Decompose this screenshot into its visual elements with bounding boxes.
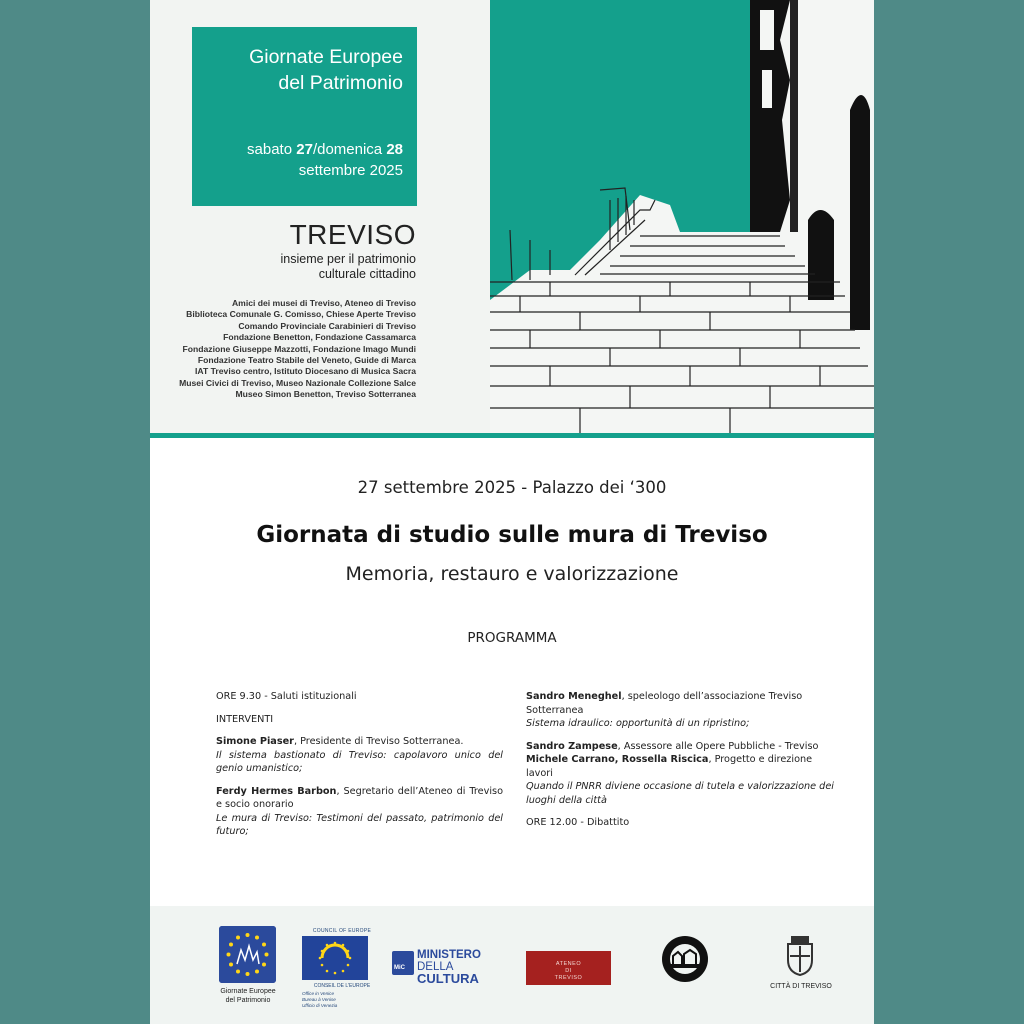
- program-speaker: Sandro Meneghel, speleologo dell’associazione Treviso Sotterranea Sistema idraulico: opportunità di un ripristino;: [526, 691, 803, 729]
- mic-logo-icon: MiC: [392, 951, 414, 975]
- partner-line: IAT Treviso centro, Istituto Diocesano di Musica Sacra: [195, 366, 416, 377]
- footer-logos: [150, 906, 874, 1024]
- partner-line: Musei Civici di Treviso, Museo Nazionale Collezione Salce: [179, 377, 416, 388]
- partner-line: Fondazione Benetton, Fondazione Cassamarca: [223, 332, 416, 343]
- partner-line: Comando Provinciale Carabinieri di Treviso: [238, 320, 416, 331]
- council-of-europe-logo-icon: [302, 936, 368, 980]
- citta-di-treviso-crest-icon: [780, 934, 820, 976]
- event-title-box: [192, 27, 417, 206]
- program-column-left: [216, 690, 503, 848]
- coe-name-fr: CONSEIL DE L'EUROPE: [313, 983, 371, 989]
- partner-line: Biblioteca Comunale G. Comisso, Chiese Aperte Treviso: [186, 309, 416, 320]
- program-closing: ORE 12.00 - Dibattito: [526, 817, 630, 828]
- program-interventi-label: INTERVENTI: [216, 713, 274, 725]
- partner-line: Museo Simon Benetton, Treviso Sotterranea: [235, 389, 416, 400]
- program-speaker: Sandro Zampese, Assessore alle Opere Pubbliche - Treviso Michele Carrano, Rossella Riscica, Progetto e direzione lavori Quando il PNRR diviene occasione di tutela e valorizzazione dei luoghi della città: [526, 740, 834, 806]
- partner-line: Amici dei musei di Treviso, Ateneo di Treviso: [231, 298, 416, 308]
- event-title: Giornata di studio sulle mura di Treviso: [256, 522, 768, 548]
- event-dates: sabato 27/domenica 28 settembre 2025: [247, 141, 403, 179]
- program-speaker: Simone Piaser, Presidente di Treviso Sotterranea. Il sistema bastionato di Treviso: capolavoro unico del genio umanistico;: [216, 736, 503, 774]
- coe-office: Office in Venice Bureau à Venise Ufficio di Venezia: [302, 991, 338, 1009]
- event-subtitle: Memoria, restauro e valorizzazione: [345, 563, 679, 585]
- program-heading: PROGRAMMA: [467, 630, 557, 646]
- event-date-place: 27 settembre 2025 - Palazzo dei ‘300: [357, 478, 667, 497]
- event-name: Giornate Europee del Patrimonio: [249, 46, 403, 94]
- partners-list: [179, 298, 416, 401]
- poster-banner: [150, 0, 874, 435]
- citta-di-treviso-caption: CITTÀ DI TREVISO: [770, 983, 832, 990]
- staircase-illustration: [490, 0, 874, 435]
- program-speaker: Ferdy Hermes Barbon, Segretario dell’Ateneo di Treviso e socio onorario Le mura di Treviso: Testimoni del passato, patrimonio del futuro;: [216, 785, 504, 837]
- eu-flag-icon: [219, 926, 276, 983]
- ateneo-treviso-logo: ATENEO DI TREVISO: [526, 951, 611, 985]
- coe-name-en: COUNCIL OF EUROPE: [312, 928, 372, 934]
- eu-heritage-caption: Giornate Europee del Patrimonio: [220, 988, 276, 1004]
- partner-line: Fondazione Teatro Stabile del Veneto, Guide di Marca: [197, 355, 416, 366]
- treviso-sotterranea-logo-icon: [660, 934, 710, 984]
- city-name: TREVISO: [289, 219, 416, 250]
- partner-line: Fondazione Giuseppe Mazzotti, Fondazione Imago Mundi: [182, 343, 416, 354]
- program-opening: ORE 9.30 - Saluti istituzionali: [216, 691, 357, 702]
- banner-divider: [150, 433, 874, 438]
- city-tagline: insieme per il patrimonio culturale cittadino: [280, 252, 416, 281]
- event-poster: [150, 0, 874, 1024]
- ministero-cultura-logo: MINISTERO DELLA CULTURA: [417, 949, 481, 986]
- program-column-right: [526, 690, 836, 839]
